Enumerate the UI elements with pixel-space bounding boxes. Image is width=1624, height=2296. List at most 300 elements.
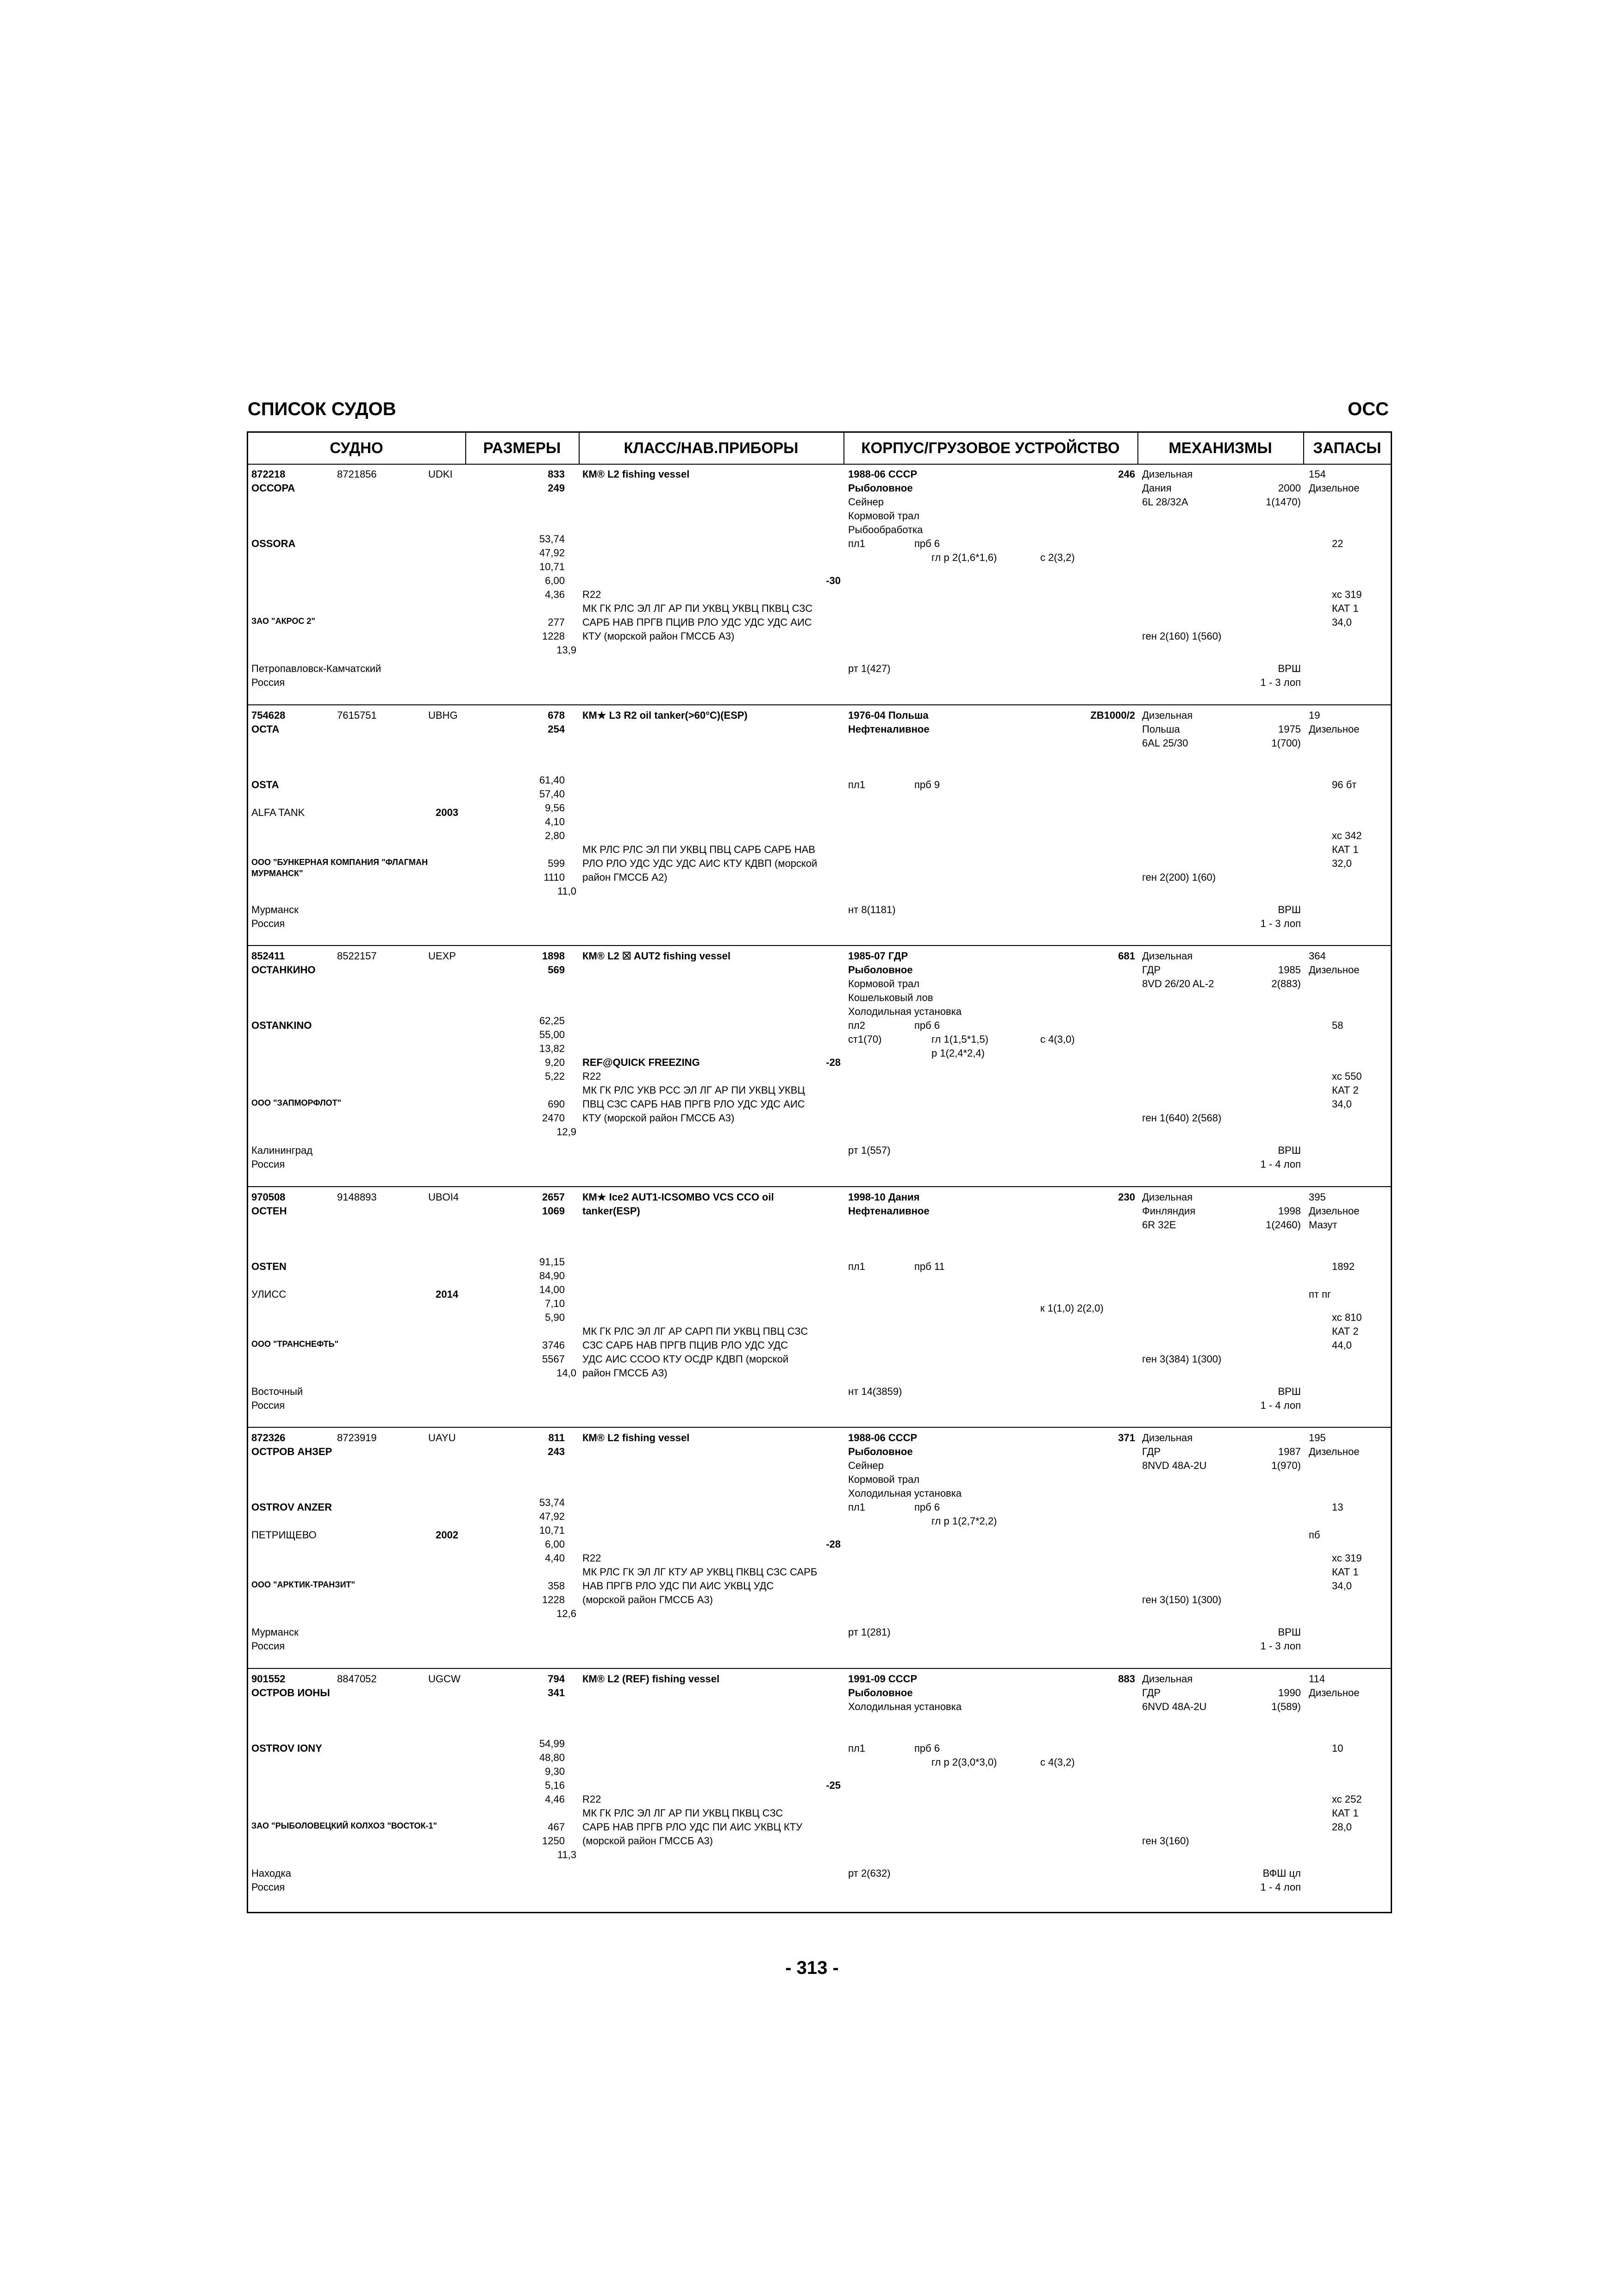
ship-port: Калининград — [251, 1145, 313, 1156]
hull-rt: нт 8(1181) — [848, 904, 896, 915]
size-dim: 4,40 — [545, 1552, 565, 1564]
size-speed: 11,3 — [557, 1849, 576, 1860]
size-gt: 2657 — [542, 1191, 565, 1203]
ship-callsign: UDKI — [428, 468, 453, 480]
hold-cell: р 1(2,4*2,4) — [931, 1047, 985, 1059]
ship-former-name: ALFA TANK — [251, 807, 305, 818]
size-dim: 48,80 — [539, 1752, 565, 1763]
hold-cell: с 4(3,0) — [1040, 1033, 1075, 1045]
hull-rt: рт 2(632) — [848, 1867, 891, 1879]
engine-power: 1(2460) — [1266, 1219, 1301, 1231]
hull-type-line: Кормовой трал — [848, 1474, 920, 1485]
fuel-capacity: 195 — [1309, 1432, 1326, 1444]
category-value: 34,0 — [1332, 616, 1352, 628]
propeller: ВФШ цл — [1262, 1867, 1301, 1879]
hull-project: 230 — [1118, 1191, 1135, 1203]
hold-cell: прб 6 — [914, 1742, 940, 1754]
size-dim: 9,20 — [545, 1057, 565, 1068]
propeller-blades: 1 - 4 лоп — [1260, 1881, 1301, 1893]
ship-port: Мурманск — [251, 1626, 299, 1638]
water-capacity: 58 — [1332, 1020, 1343, 1031]
hold-cell: гл р 1(2,7*2,2) — [931, 1515, 997, 1527]
ship-owner: ЗАО "РЫБОЛОВЕЦКИЙ КОЛХОЗ "ВОСТОК-1" — [251, 1821, 437, 1830]
size-gt: 811 — [548, 1432, 565, 1444]
engine-year: 1975 — [1278, 723, 1301, 735]
size-nt: 341 — [548, 1687, 565, 1699]
size-dim: 7,10 — [545, 1298, 565, 1309]
class-notation: КМ★ Ice2 AUT1-ICSOMBO VCS CCO oil — [582, 1191, 774, 1203]
hold-cell: прб 6 — [914, 1501, 940, 1513]
header-divider — [247, 464, 1392, 465]
ship-imo: 8522157 — [337, 950, 377, 962]
entry-divider — [247, 1668, 1392, 1669]
nav-equipment-line: район ГМССБ А2) — [582, 871, 668, 883]
engine-type: Дизельная — [1142, 468, 1193, 480]
engine-country: ГДР — [1142, 1446, 1161, 1457]
fuel-capacity: 114 — [1309, 1673, 1325, 1685]
fuel-type: Дизельное — [1309, 964, 1360, 976]
hull-rt: рт 1(557) — [848, 1145, 891, 1156]
size-dim: 4,36 — [545, 589, 565, 600]
hold-cell: пл1 — [848, 1261, 865, 1272]
nav-equipment-line: R22 — [582, 589, 601, 600]
entry-divider — [247, 1186, 1392, 1187]
engine-country: ГДР — [1142, 1687, 1161, 1699]
ship-callsign: UAYU — [428, 1432, 456, 1444]
ice-temp: -25 — [826, 1780, 841, 1791]
hull-build-date: 1985-07 ГДР — [848, 950, 908, 962]
engine-power: 1(589) — [1271, 1701, 1301, 1712]
size-dim: 13,82 — [539, 1043, 565, 1054]
ship-reg-number: 872218 — [251, 468, 286, 480]
size-dw: 358 — [548, 1580, 565, 1592]
engine-year: 1985 — [1278, 964, 1301, 976]
ship-reg-number: 852411 — [251, 950, 285, 962]
crew-total: хс 319 — [1332, 589, 1362, 600]
ship-name: ОСТРОВ ИОНЫ — [251, 1687, 330, 1699]
category: КАТ 1 — [1332, 603, 1359, 614]
ship-port: Мурманск — [251, 904, 299, 915]
ship-name: ОСТА — [251, 723, 280, 735]
size-dim: 10,71 — [539, 561, 565, 572]
ship-port: Находка — [251, 1867, 291, 1879]
ship-reg-number: 754628 — [251, 709, 286, 721]
category: КАТ 1 — [1332, 1566, 1359, 1578]
category-value: 32,0 — [1332, 858, 1352, 869]
engine-country: Дания — [1142, 482, 1172, 494]
propeller-blades: 1 - 4 лоп — [1260, 1400, 1301, 1411]
engine-power: 2(883) — [1271, 978, 1301, 989]
size-dim: 47,92 — [539, 547, 565, 559]
ice-temp: -28 — [826, 1538, 841, 1550]
generators: ген 1(640) 2(568) — [1142, 1112, 1222, 1124]
engine-model: 8NVD 48A-2U — [1142, 1460, 1207, 1471]
engine-model: 6R 32E — [1142, 1219, 1176, 1231]
category: КАТ 1 — [1332, 844, 1359, 855]
ship-built-year: 2003 — [436, 807, 458, 818]
ship-latin-name: OSTROV IONY — [251, 1742, 322, 1754]
size-dim: 6,00 — [545, 575, 565, 586]
col-header-engines: МЕХАНИЗМЫ — [1168, 439, 1272, 456]
hold-cell: гл р 2(1,6*1,6) — [931, 552, 997, 563]
size-speed: 14,0 — [556, 1367, 576, 1379]
generators: ген 2(200) 1(60) — [1142, 871, 1216, 883]
ship-latin-name: OSSORA — [251, 538, 296, 549]
hold-cell: гл 1(1,5*1,5) — [931, 1033, 989, 1045]
hull-type-line: Рыболовное — [848, 964, 913, 976]
size-dw: 467 — [548, 1821, 565, 1833]
nav-equipment-line: ПВЦ СЗС САРБ НАВ ПРГВ РЛО УДС УДС АИС — [582, 1098, 805, 1110]
ship-owner: ЗАО "АКРОС 2" — [251, 616, 315, 626]
ship-latin-name: OSTEN — [251, 1261, 287, 1272]
size-dim: 47,92 — [539, 1511, 565, 1522]
nav-equipment-line: (морской район ГМССБ А3) — [582, 1594, 713, 1605]
size-nt: 254 — [548, 723, 565, 735]
size-disp: 5567 — [542, 1353, 565, 1365]
hull-build-date: 1988-06 СССР — [848, 1432, 918, 1444]
propeller-blades: 1 - 3 лоп — [1260, 677, 1301, 688]
fuel-capacity: 364 — [1309, 950, 1326, 962]
nav-equipment-line: МК ГК РЛС УКВ РСС ЭЛ ЛГ АР ПИ УКВЦ УКВЦ — [582, 1084, 805, 1096]
ship-name: ОССОРА — [251, 482, 295, 494]
hull-type-line: Сейнер — [848, 1460, 884, 1471]
ship-former-name: УЛИСС — [251, 1288, 287, 1300]
class-notation: КМ® L2 (REF) fishing vessel — [582, 1673, 720, 1685]
col-header-sizes: РАЗМЕРЫ — [483, 439, 561, 456]
ship-owner: ООО "БУНКЕРНАЯ КОМПАНИЯ "ФЛАГМАН МУРМАНСК" — [251, 858, 428, 878]
ship-name: ОСТАНКИНО — [251, 964, 316, 976]
engine-year: 2000 — [1278, 482, 1301, 494]
size-dw: 277 — [548, 616, 565, 628]
col-header-class: КЛАСС/НАВ.ПРИБОРЫ — [624, 439, 799, 456]
class-notation: КМ® L2 ☒ AUT2 fishing vessel — [582, 950, 731, 962]
generators: ген 3(384) 1(300) — [1142, 1353, 1222, 1365]
ship-built-year: 2002 — [436, 1529, 458, 1541]
hold-cell: прб 9 — [914, 779, 940, 790]
col-header-supplies: ЗАПАСЫ — [1313, 439, 1381, 456]
nav-equipment-line: R22 — [582, 1070, 601, 1082]
propeller: ВРШ — [1278, 1626, 1301, 1638]
engine-model: 6AL 25/30 — [1142, 737, 1188, 749]
ice-temp: -28 — [826, 1057, 841, 1068]
hull-project: ZB1000/2 — [1090, 709, 1135, 721]
ship-imo: 8721856 — [337, 468, 377, 480]
class-notation: КМ★ L3 R2 oil tanker(>60°C)(ESP) — [582, 709, 748, 721]
page-number: - 313 - — [785, 1958, 839, 1978]
hull-project: 246 — [1118, 468, 1135, 480]
size-gt: 1898 — [542, 950, 565, 962]
size-dim: 54,99 — [539, 1738, 565, 1749]
water-capacity: 22 — [1332, 538, 1343, 549]
hold-cell: пл1 — [848, 1501, 865, 1513]
hold-cell: гл р 2(3,0*3,0) — [931, 1756, 997, 1768]
ship-callsign: UGCW — [428, 1673, 461, 1685]
generators: ген 3(160) — [1142, 1835, 1189, 1847]
size-disp: 1228 — [542, 630, 565, 642]
class-notation: КМ® L2 fishing vessel — [582, 468, 690, 480]
category: КАТ 2 — [1332, 1325, 1359, 1337]
ship-owner: ООО "АРКТИК-ТРАНЗИТ" — [251, 1580, 356, 1589]
hull-type-line: Нефтеналивное — [848, 723, 930, 735]
category-value: 34,0 — [1332, 1580, 1352, 1592]
class-notation-cont: tanker(ESP) — [582, 1205, 640, 1217]
supplies-note: пт пг — [1309, 1288, 1331, 1300]
engine-type: Дизельная — [1142, 1432, 1193, 1444]
ship-callsign: UEXP — [428, 950, 456, 962]
page-title: СПИСОК СУДОВ — [248, 399, 396, 419]
category-value: 34,0 — [1332, 1098, 1352, 1110]
ship-former-name: ПЕТРИЩЕВО — [251, 1529, 317, 1541]
hull-type-line: Холодильная установка — [848, 1487, 962, 1499]
hull-build-date: 1998-10 Дания — [848, 1191, 920, 1203]
size-dw: 690 — [548, 1098, 565, 1110]
size-dim: 91,15 — [539, 1256, 565, 1268]
crew-total: хс 550 — [1332, 1070, 1362, 1082]
size-nt: 1069 — [542, 1205, 565, 1217]
entry-divider — [247, 704, 1392, 705]
class-freeze: REF@QUICK FREEZING — [582, 1057, 700, 1068]
size-nt: 569 — [548, 964, 565, 976]
fuel-capacity: 19 — [1309, 709, 1320, 721]
entry-divider — [247, 945, 1392, 946]
hull-project: 371 — [1118, 1432, 1135, 1444]
hull-type-line: Рыбообработка — [848, 524, 923, 535]
supplies-note: пб — [1309, 1529, 1320, 1541]
size-dim: 4,46 — [545, 1793, 565, 1805]
ship-latin-name: OSTANKINO — [251, 1020, 312, 1031]
hull-rt: нт 14(3859) — [848, 1386, 902, 1397]
size-dim: 5,90 — [545, 1312, 565, 1323]
engine-year: 1990 — [1278, 1687, 1301, 1699]
section-code: ОСС — [1348, 399, 1389, 419]
size-dim: 10,71 — [539, 1524, 565, 1536]
fuel-type: Дизельное — [1309, 1205, 1360, 1217]
ship-country: Россия — [251, 677, 285, 688]
propeller-blades: 1 - 3 лоп — [1260, 1640, 1301, 1652]
size-disp: 1250 — [542, 1835, 565, 1847]
nav-equipment-line: НАВ ПРГВ РЛО УДС ПИ АИС УКВЦ УДС — [582, 1580, 774, 1592]
hull-type-line: Кошельковый лов — [848, 992, 933, 1003]
ship-country: Россия — [251, 1640, 285, 1652]
engine-year: 1987 — [1278, 1446, 1301, 1457]
hull-type-line: Сейнер — [848, 496, 884, 508]
ship-port: Петропавловск-Камчатский — [251, 663, 381, 674]
water-capacity: 10 — [1332, 1742, 1343, 1754]
size-dim: 55,00 — [539, 1029, 565, 1040]
hull-type-line: Кормовой трал — [848, 510, 920, 522]
hull-build-date: 1988-06 СССР — [848, 468, 918, 480]
ship-name: ОСТЕН — [251, 1205, 287, 1217]
engine-year: 1998 — [1278, 1205, 1301, 1217]
fuel-type: Дизельное — [1309, 723, 1360, 735]
ship-country: Россия — [251, 1400, 285, 1411]
hold-cell: пл1 — [848, 779, 865, 790]
ship-reg-number: 872326 — [251, 1432, 286, 1444]
nav-equipment-line: КТУ (морской район ГМССБ А3) — [582, 630, 735, 642]
entry-divider — [247, 1427, 1392, 1428]
size-dim: 53,74 — [539, 1497, 565, 1508]
nav-equipment-line: МК ГК РЛС ЭЛ ЛГ АР ПИ УКВЦ ПКВЦ СЗС — [582, 1807, 783, 1819]
ship-imo: 7615751 — [337, 709, 377, 721]
hull-project: 681 — [1118, 950, 1135, 962]
propeller: ВРШ — [1278, 1145, 1301, 1156]
size-dim: 6,00 — [545, 1538, 565, 1550]
size-dim: 4,10 — [545, 816, 565, 828]
size-disp: 1228 — [542, 1594, 565, 1605]
size-disp: 1110 — [543, 871, 565, 883]
hull-type-line: Кормовой трал — [848, 978, 920, 989]
hull-project: 883 — [1118, 1673, 1135, 1685]
size-nt: 249 — [548, 482, 565, 494]
size-dw: 599 — [548, 858, 565, 869]
hull-type-line: Нефтеналивное — [848, 1205, 930, 1217]
class-notation: КМ® L2 fishing vessel — [582, 1432, 690, 1444]
ship-port: Восточный — [251, 1386, 303, 1397]
size-speed: 12,9 — [556, 1126, 576, 1138]
size-nt: 243 — [548, 1446, 565, 1457]
engine-power: 1(700) — [1271, 737, 1301, 749]
nav-equipment-line: СЗС САРБ НАВ ПРГВ ПЦИВ РЛО УДС УДС — [582, 1339, 788, 1351]
size-speed: 11,0 — [557, 885, 576, 897]
size-dim: 53,74 — [539, 533, 565, 545]
size-dim: 57,40 — [539, 788, 565, 800]
crew-total: хс 810 — [1332, 1312, 1362, 1323]
ship-imo: 8847052 — [337, 1673, 377, 1685]
hold-cell: с 2(3,2) — [1040, 552, 1075, 563]
size-speed: 13,9 — [556, 644, 576, 656]
crew-total: хс 252 — [1332, 1793, 1362, 1805]
ship-latin-name: OSTROV ANZER — [251, 1501, 332, 1513]
engine-country: Финляндия — [1142, 1205, 1196, 1217]
ice-temp: -30 — [826, 575, 841, 586]
hull-type-line: Рыболовное — [848, 1687, 913, 1699]
fuel-type-2: Мазут — [1309, 1219, 1337, 1231]
size-dw: 3746 — [542, 1339, 565, 1351]
propeller: ВРШ — [1278, 904, 1301, 915]
engine-type: Дизельная — [1142, 1673, 1193, 1685]
fuel-capacity: 154 — [1309, 468, 1326, 480]
fuel-type: Дизельное — [1309, 482, 1360, 494]
hull-type-line: Холодильная установка — [848, 1006, 962, 1017]
hold-cell: ст1(70) — [848, 1033, 882, 1045]
generators: ген 3(150) 1(300) — [1142, 1594, 1222, 1605]
size-gt: 833 — [548, 468, 565, 480]
nav-equipment-line: РЛО РЛО УДС УДС УДС АИС КТУ КДВП (морской — [582, 858, 818, 869]
category: КАТ 1 — [1332, 1807, 1359, 1819]
ship-country: Россия — [251, 1158, 285, 1170]
size-dim: 9,30 — [545, 1766, 565, 1777]
size-disp: 2470 — [542, 1112, 565, 1124]
size-dim: 14,00 — [539, 1284, 565, 1295]
hold-cell: прб 11 — [914, 1261, 945, 1272]
engine-type: Дизельная — [1142, 950, 1193, 962]
size-dim: 62,25 — [539, 1015, 565, 1027]
hull-build-date: 1976-04 Польша — [848, 709, 929, 721]
engine-power: 1(970) — [1271, 1460, 1301, 1471]
ship-imo: 8723919 — [337, 1432, 377, 1444]
water-capacity: 13 — [1332, 1501, 1343, 1513]
ship-latin-name: OSTA — [251, 779, 279, 790]
nav-equipment-line: МК РЛС РЛС ЭЛ ПИ УКВЦ ПВЦ САРБ САРБ НАВ — [582, 844, 815, 855]
size-dim: 84,90 — [539, 1270, 565, 1282]
nav-equipment-line: МК ГК РЛС ЭЛ ЛГ АР САРП ПИ УКВЦ ПВЦ СЗС — [582, 1325, 808, 1337]
hold-cell: пл2 — [848, 1020, 865, 1031]
col-header-ship: СУДНО — [330, 439, 383, 456]
hull-type-line: Рыболовное — [848, 482, 913, 494]
col-header-hull: КОРПУС/ГРУЗОВОЕ УСТРОЙСТВО — [861, 439, 1120, 456]
ship-owner: ООО "ТРАНСНЕФТЬ" — [251, 1339, 339, 1349]
engine-type: Дизельная — [1142, 1191, 1193, 1203]
crew-total: хс 319 — [1332, 1552, 1362, 1564]
size-speed: 12,6 — [556, 1608, 576, 1619]
ship-table — [247, 431, 1392, 1913]
nav-equipment-line: САРБ НАВ ПРГВ ПЦИВ РЛО УДС УДС УДС АИС — [582, 616, 812, 628]
fuel-type: Дизельное — [1309, 1446, 1360, 1457]
category-value: 28,0 — [1332, 1821, 1352, 1833]
propeller-blades: 1 - 3 лоп — [1260, 918, 1301, 929]
size-dim: 9,56 — [545, 802, 565, 814]
engine-country: Польша — [1142, 723, 1180, 735]
hold-cell: пл1 — [848, 1742, 865, 1754]
nav-equipment-line: КТУ (морской район ГМССБ А3) — [582, 1112, 735, 1124]
ship-country: Россия — [251, 1881, 285, 1893]
nav-equipment-line: САРБ НАВ ПРГВ РЛО УДС ПИ АИС УКВЦ КТУ — [582, 1821, 803, 1833]
hull-type-line: Холодильная установка — [848, 1701, 962, 1712]
ship-country: Россия — [251, 918, 285, 929]
hull-build-date: 1991-09 СССР — [848, 1673, 918, 1685]
nav-equipment-line: МК ГК РЛС ЭЛ ЛГ АР ПИ УКВЦ УКВЦ ПКВЦ СЗС — [582, 603, 813, 614]
nav-equipment-line: УДС АИС ССОО КТУ ОСДР КДВП (морской — [582, 1353, 789, 1365]
ship-callsign: UBHG — [428, 709, 458, 721]
nav-equipment-line: МК РЛС ГК ЭЛ ЛГ КТУ АР УКВЦ ПКВЦ СЗС САРБ — [582, 1566, 818, 1578]
hold-cell: с 4(3,2) — [1040, 1756, 1075, 1768]
hull-type-line: Рыболовное — [848, 1446, 913, 1457]
propeller: ВРШ — [1278, 1386, 1301, 1397]
engine-model: 6NVD 48A-2U — [1142, 1701, 1207, 1712]
ship-name: ОСТРОВ АНЗЕР — [251, 1446, 332, 1457]
ship-imo: 9148893 — [337, 1191, 377, 1203]
nav-equipment-line: (морской район ГМССБ А3) — [582, 1835, 713, 1847]
hold-cranes: к 1(1,0) 2(2,0) — [1040, 1302, 1104, 1314]
size-dim: 5,22 — [545, 1070, 565, 1082]
size-gt: 794 — [548, 1673, 565, 1685]
hold-cell: прб 6 — [914, 538, 940, 549]
nav-equipment-line: район ГМССБ А3) — [582, 1367, 668, 1379]
ship-callsign: UBOI4 — [428, 1191, 459, 1203]
hull-rt: рт 1(281) — [848, 1626, 891, 1638]
hold-cell: пл1 — [848, 538, 865, 549]
engine-model: 8VD 26/20 AL-2 — [1142, 978, 1214, 989]
water-capacity: 1892 — [1332, 1261, 1355, 1272]
propeller: ВРШ — [1278, 663, 1301, 674]
engine-country: ГДР — [1142, 964, 1161, 976]
engine-type: Дизельная — [1142, 709, 1193, 721]
generators: ген 2(160) 1(560) — [1142, 630, 1222, 642]
propeller-blades: 1 - 4 лоп — [1260, 1158, 1301, 1170]
water-capacity: 96 бт — [1332, 779, 1357, 790]
ship-owner: ООО "ЗАПМОРФЛОТ" — [251, 1098, 342, 1108]
hull-rt: рт 1(427) — [848, 663, 891, 674]
engine-power: 1(1470) — [1266, 496, 1301, 508]
ship-reg-number: 901552 — [251, 1673, 286, 1685]
nav-equipment-line: R22 — [582, 1793, 601, 1805]
size-dim: 61,40 — [539, 774, 565, 786]
engine-model: 6L 28/32A — [1142, 496, 1188, 508]
nav-equipment-line: R22 — [582, 1552, 601, 1564]
size-dim: 2,80 — [545, 830, 565, 841]
ship-built-year: 2014 — [436, 1288, 458, 1300]
hold-cell: прб 6 — [914, 1020, 940, 1031]
